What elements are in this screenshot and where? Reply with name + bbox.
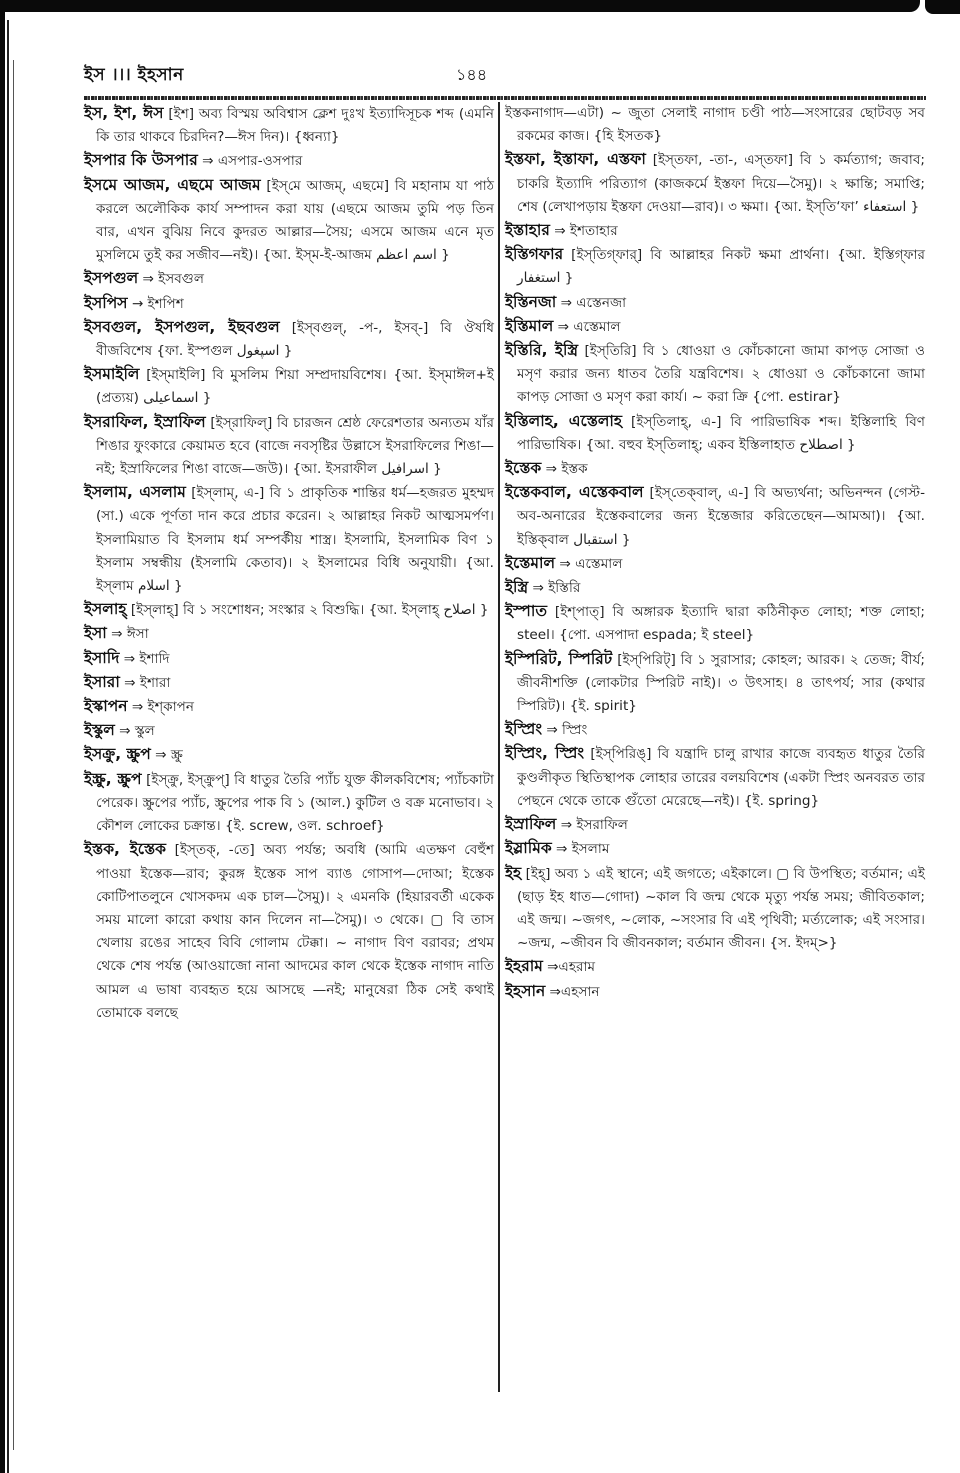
- dictionary-entry: [505, 576, 925, 600]
- entry-headword: ইস্তিনজা: [505, 292, 557, 311]
- entry-headword: ইস্পাত: [505, 602, 547, 621]
- dictionary-entry: [505, 600, 925, 647]
- dictionary-entry: [84, 102, 494, 149]
- scan-top-edge: [0, 0, 920, 12]
- entry-definition: [ইস্‌রাফিল্‌] বি চারজন শ্রেষ্ঠ ফেরেশতার অন্যতম যাঁর শিঙার ফুংকারে কেয়ামত হবে (বাজে নবসৃষ্টির উল্লাসে ইসরাফিলের শিঙা—নই; ইস্রাফিলের শিঙা বাজে—জউ)। {আ. ইসরাফীল اسرافیل }: [96, 414, 495, 478]
- entry-headword: ইসপিস: [84, 293, 128, 312]
- scan-top-edge-corner: [925, 0, 960, 14]
- entry-definition: [ইস্‌পিরিট্‌] বি ১ সুরাসার; কোহল; আরক। ২ তেজ; বীর্য; জীবনীশক্তি (লোকটার স্পিরিট নাই)। ৩ উৎসাহ। ৪ তাৎপর্য; সার (কথার স্পিরিট)। {ই. spirit}: [517, 651, 925, 715]
- entry-headword: ইস্তফা, ইস্তাফা, এস্তফা: [505, 150, 646, 169]
- entry-definition: [ইস্‌মাইলি] বি মুসলিম শিয়া সম্প্রদায়বিশেষ। {আ. ইস্‌মাঈল+ই (প্রত্যয়) اسماعیلی }: [96, 367, 494, 407]
- entry-headword: ইসলাম, এসলাম: [84, 483, 186, 502]
- entry-definition: [ইস্‌ক্রু, ইস্‌ক্রুপ্‌] বি ধাতুর তৈরি প্যাঁচ যুক্ত কীলকবিশেষ; প্যাঁচকাটা পেরেক। স্ক্রুপের প্যাঁচ, স্ক্রুপের পাক বি ১ (আল.) কুটিল ও বক্র মনোভাব। ২ কৌশল লোকের চক্রান্ত। {ই. screw, ওল. schroef}: [96, 771, 494, 835]
- dictionary-entry: [84, 174, 494, 268]
- dictionary-entry: [84, 267, 494, 291]
- entry-headword: ইসাদি: [84, 648, 120, 667]
- entry-definition: [ইস্‌তিলাহ্‌, এ-] বি পারিভাষিক শব্দ। ইস্তিলাহি বিণ পারিভাষিক। {আ. বহুব ইস্‌তিলাহ্‌; একব ইস্তিলাহাত اصطلاح }: [517, 413, 926, 453]
- entry-headword: ইস্তিগফার: [505, 245, 564, 264]
- dictionary-entry: [505, 648, 925, 719]
- entry-headword: ইস্ক্রু, স্ক্রুপ: [84, 769, 142, 788]
- dictionary-entry: [505, 339, 925, 410]
- entry-headword: ইস্প্রিং, স্প্রিং: [505, 744, 585, 763]
- dictionary-entry: [505, 219, 925, 243]
- entry-definition: ⇒ ইশ্‌কাপন: [131, 699, 194, 716]
- entry-headword: ইস্তক, ইস্তেক: [84, 840, 166, 859]
- dictionary-entry: [84, 411, 494, 482]
- dictionary-entry: [505, 243, 925, 290]
- dictionary-entry: [505, 813, 925, 837]
- entry-definition: ⇒ এস্তেমাল: [559, 555, 623, 572]
- entry-headword: ইসপগুল: [84, 269, 139, 288]
- entry-headword: ইস্তিলাহ, এস্তেলাহ: [505, 411, 623, 430]
- entry-definition: ⇒ স্কুল: [119, 723, 155, 740]
- entry-definition: ⇒ ইশতাহার: [554, 223, 618, 240]
- entry-headword: ইসক্রু, স্ক্রুপ: [84, 745, 151, 764]
- entry-definition: [ইস্‌মে আজম্‌, এছমে] বি মহানাম যা পাঠ করলে অলৌকিক কার্য সম্পাদন করা যায় (এছমে আজম তুমি পড় তিন বার, এখন বুঝিয় নিবে কুদরত আল্লার—সৈয়; এসমে আজম এনে মৃত মুসলিমে তুই কর সজীব—নই)। {আ. ইস্‌ম-ই-আজম اسم اعظم }: [96, 177, 495, 264]
- dictionary-entry: [505, 742, 925, 813]
- dictionary-entry: [84, 838, 494, 1025]
- entry-definition: [ইস্‌তক্‌, -তে] অব্য পর্যন্ত; অবধি (আমি এতক্ষণ বেহুঁশ পাওয়া ইস্তেক—রাব; কুরঙ্গ ইস্তেক সাপ ব্যাঙ গোসাপ—দোআ; ইস্তেক কোটিপাতলুনে খোসকদম এক চাল—সৈমু)। ২ এমনকি (হিয়ারবর্তী একেক সময় মালো কারো কথায় কান দিলেন না—সৈমু)। ৩ থেকে। ▢ বি তাস খেলায় রঙের সাহেব বিবি গোলাম টেক্কা। ~ নাগাদ বিণ বরাবর; প্রথম থেকে শেষ পর্যন্ত (আওয়াজো নানা আদমের কাল থেকে ইস্তেক নাগাদ নাতি আমল এ ভাষা ব্যবহৃত হয়ে আসছে —নই; মানুষেরা ঠিক সেই কথাই তোমাকে বলছে: [96, 842, 495, 1021]
- entry-headword: ইসারা: [84, 672, 120, 691]
- entry-definition: [ইস্‌পিরিঙ্‌] বি যন্ত্রাদি চালু রাখার কাজে ব্যবহৃত ধাতুর তৈরি কুণ্ডলীকৃত স্থিতিস্থাপক লোহার তারের বলয়বিশেষ (একটা স্প্রিং অনবরত তার পেছনে থেকে তাকে গুঁতো মেরেছে—নই)। {ই. spring}: [517, 746, 925, 809]
- dictionary-entry: [505, 102, 925, 148]
- guide-words: ইস ।।। ইহসান: [84, 65, 184, 85]
- entry-headword: ইসপার কি উসপার: [84, 151, 198, 170]
- header-rule: [84, 96, 926, 100]
- entry-definition: ⇒ ইসবগুল: [142, 271, 204, 288]
- entry-headword: ইসবগুল, ইসপগুল, ইছবগুল: [84, 317, 280, 336]
- entry-headword: ইস্তেকবাল, এস্তেকবাল: [505, 483, 644, 502]
- entry-definition: ⇒ এসপার-ওসপার: [202, 153, 303, 170]
- scan-binding-line-thin: [13, 60, 14, 1450]
- entry-definition: ⇒ ইশারা: [124, 674, 171, 691]
- entry-headword: ইস্প্রিং: [505, 720, 542, 739]
- entry-definition: ⇒ এস্তেমাল: [557, 318, 621, 335]
- dictionary-entry: [505, 148, 925, 219]
- entry-definition: [ইস্‌লাম্‌, এ-] বি ১ প্রাকৃতিক শান্তির ধর্ম—হজরত মুহম্মদ (সা.) একে পূর্ণতা দান করে প্রচার করেন। ২ আল্লাহর নিকট আত্মসমর্পণ। ইসলামিয়াত বি ইসলাম ধর্ম সম্পর্কীয় শাস্ত্র। ইসলামি, ইসলামিক বিণ ১ ইসলাম সম্বন্ধীয় (ইসলামি কেতাব)। ২ ইসলামের বিধি অনুযায়ী। {আ. ইস্‌লাম اسلام }: [96, 485, 495, 595]
- dictionary-entry: [505, 718, 925, 742]
- column-divider: [498, 102, 500, 1392]
- dictionary-entry: [505, 955, 925, 979]
- dictionary-entry: [84, 695, 494, 719]
- right-column: [505, 102, 925, 1004]
- left-column: [84, 102, 494, 1025]
- entry-headword: ইস্তাহার: [505, 221, 550, 240]
- entry-definition: ⇒এহরাম: [547, 959, 596, 976]
- dictionary-entry: [84, 647, 494, 671]
- dictionary-entry: [84, 622, 494, 646]
- entry-headword: ইস, ইশ, ঈস: [84, 104, 164, 122]
- entry-definition: ⇒ স্প্রিং: [546, 722, 588, 739]
- dictionary-entry: [505, 552, 925, 576]
- dictionary-entry: [505, 481, 925, 552]
- dictionary-entry: [84, 719, 494, 743]
- entry-headword: ইস্তেক: [505, 459, 542, 478]
- entry-definition: [ইহ্‌] অব্য ১ এই স্থানে; এই জগতে; এইকালে। ▢ বি উপস্থিত; বর্তমান; এই (ছাড় ইহ ধাত—গোদা) ~কাল বি জন্ম থেকে মৃত্যু পর্যন্ত সময়; জীবিতকাল; এই জন্ম। ~জগৎ, ~লোক, ~সংসার বি এই পৃথিবী; মর্ত্যলোক; এই সংসার। ~জন্ম, ~জীবন বি জীবনকাল; বর্তমান জীবন। {স. ইদম্‌>}: [517, 865, 926, 952]
- entry-definition: ⇒ ঈসা: [111, 626, 149, 643]
- entry-headword: ইসরাফিল, ইস্রাফিল: [84, 412, 206, 431]
- dictionary-entry: [505, 291, 925, 315]
- entry-headword: ইসা: [84, 624, 107, 643]
- dictionary-entry: [84, 149, 494, 173]
- page-number: ১৪৪: [456, 65, 488, 84]
- entry-definition: ⇒ স্ক্রু: [155, 747, 183, 764]
- dictionary-entry: [84, 768, 494, 839]
- entry-headword: ইস্কুল: [84, 721, 115, 740]
- entry-definition: [ইস্‌বগুল্‌, -প-, ইসব্‌-] বি ঔষধি বীজবিশেষ {ফা. ইস্পগুল اسپغول }: [96, 319, 494, 360]
- entry-definition: [ইস্‌তফা, -তা-, এস্‌তফা] বি ১ কর্মত্যাগ; জবাব; চাকরি ইত্যাদি পরিত্যাগ (কাজকর্মে ইস্তফা দিয়ে—সৈমু)। ২ ক্ষান্তি; সমাপ্তি; শেষ (লেখাপড়ায় ইস্তফা দেওয়া—রাব)। ৩ ক্ষমা। {আ. ইস্‌তি‘ফা’ استعفاء }: [517, 152, 925, 215]
- entry-headword: ইস্রাফিল: [505, 815, 557, 834]
- entry-headword: ইস্তিমাল: [505, 316, 554, 335]
- entry-headword: ইস্তেমাল: [505, 553, 556, 572]
- dictionary-entry: [505, 410, 925, 457]
- dictionary-entry: [505, 457, 925, 481]
- entry-definition: ⇒এহসান: [549, 983, 600, 1000]
- entry-headword: ইস্তিরি, ইস্ত্রি: [505, 341, 579, 360]
- entry-definition: → ইশপিশ: [131, 295, 184, 312]
- entry-definition: [ইস্‌তিগ্‌ফার্‌] বি আল্লাহর নিকট ক্ষমা প্রার্থনা। {আ. ইস্তিগ্‌ফার استغفار }: [517, 247, 925, 287]
- entry-definition: ইস্তকনাগাদ—এটা) ~ জুতা সেলাই নাগাদ চণ্ডী পাঠ—সংসারের ছোটবড় সব রকমের কাজ। {হি ইসতক}: [505, 105, 925, 145]
- dictionary-entry: [505, 315, 925, 339]
- dictionary-entry: [84, 598, 494, 622]
- dictionary-entry: [84, 481, 494, 598]
- scan-binding-edge: [0, 10, 5, 1473]
- entry-definition: ⇒ ইস্তিরি: [532, 580, 581, 597]
- scan-binding-line: [7, 20, 9, 1473]
- dictionary-entry: [505, 862, 925, 956]
- dictionary-entry: [84, 292, 494, 316]
- entry-headword: ইস্ত্রি: [505, 578, 529, 597]
- dictionary-entry: [505, 980, 925, 1004]
- dictionary-entry: [505, 837, 925, 861]
- entry-headword: ইসমে আজম, এছমে আজম: [84, 175, 261, 194]
- dictionary-entry: [84, 743, 494, 767]
- entry-definition: [ইস্‌তেক্‌বাল্‌, এ-] বি অভ্যর্থনা; অভিনন্দন (গেস্ট-অব-অনারের ইস্তেকবালের জন্য ইন্তেজার করিতেছেন—আমআ)। {আ. ইস্তিক্‌বাল استقبال }: [517, 485, 926, 548]
- dictionary-entry: [84, 316, 494, 363]
- entry-definition: ⇒ ইসলাম: [556, 841, 610, 858]
- entry-headword: ইস্পিরিট, স্পিরিট: [505, 649, 613, 668]
- entry-headword: ইসমাইলি: [84, 365, 140, 384]
- page-header: [84, 62, 926, 88]
- entry-headword: ইস্কাপন: [84, 697, 128, 716]
- entry-headword: ইহরাম: [505, 957, 543, 976]
- entry-definition: [ইস্‌লাহ্‌] বি ১ সংশোধন; সংস্কার ২ বিশুদ্ধি। {আ. ইস্‌লাহ্‌ اصلاح }: [130, 602, 489, 619]
- entry-headword: ইসলাহ্‌: [84, 600, 127, 619]
- entry-definition: ⇒ এস্তেনজা: [560, 294, 627, 311]
- entry-headword: ইহসান: [505, 981, 546, 1000]
- entry-definition: [ইশ] অব্য বিস্ময় অবিশ্বাস ক্লেশ দুঃখ ইত্যাদিসূচক শব্দ (এমনি কি তার থাকবে চিরদিন?—ঈস দিন)। {ধ্বন্যা}: [96, 106, 495, 146]
- entry-definition: ⇒ ইসরাফিল: [560, 817, 628, 834]
- entry-headword: ইস্লামিক: [505, 839, 552, 858]
- dictionary-entry: [84, 671, 494, 695]
- entry-definition: [ইস্‌তিরি] বি ১ ধোওয়া ও কোঁচকানো জামা কাপড় সোজা ও মসৃণ করার জন্য ধাতব তৈরি যন্ত্রবিশেষ। ২ ধোওয়া ও কোঁচকানো জামা কাপড় সোজা ও মসৃণ করা কার্য। ~ করা ক্রি {পো. estirar}: [517, 343, 925, 406]
- entry-headword: ইহ: [505, 863, 522, 882]
- dictionary-entry: [84, 363, 494, 410]
- entry-definition: [ইশ্‌পাত্‌] বি অঙ্গারক ইত্যাদি দ্বারা কঠিনীকৃত লোহা; শক্ত লোহা; steel। {পো. এসপাদা espada; ই steel}: [517, 604, 925, 644]
- entry-definition: ⇒ ইশাদি: [123, 650, 170, 667]
- entry-definition: ⇒ ইস্তক: [545, 461, 588, 478]
